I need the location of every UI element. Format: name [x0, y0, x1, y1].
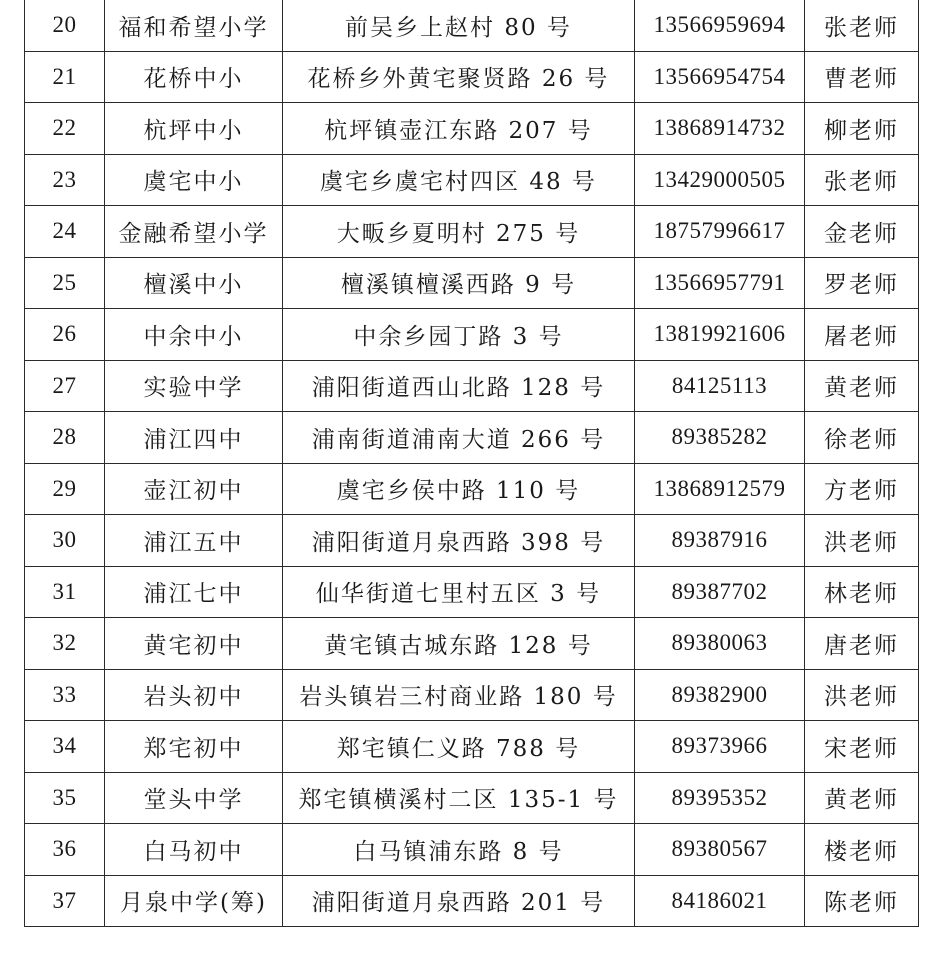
table-row — [25, 103, 919, 155]
school-name-cell: 檀溪中小 — [105, 257, 283, 309]
address-cell: 浦南街道浦南大道 266 号 — [283, 412, 635, 464]
contact-cell: 洪老师 — [805, 515, 919, 567]
table-row — [25, 515, 919, 567]
contact-cell: 曹老师 — [805, 51, 919, 103]
row-number-cell: 34 — [25, 721, 105, 773]
table-row — [25, 257, 919, 309]
address-cell: 浦阳街道月泉西路 398 号 — [283, 515, 635, 567]
phone-cell: 89380567 — [635, 824, 805, 876]
contact-cell: 宋老师 — [805, 721, 919, 773]
contact-cell: 方老师 — [805, 463, 919, 515]
school-name-cell: 堂头中学 — [105, 772, 283, 824]
row-number-cell: 22 — [25, 103, 105, 155]
address-cell: 前吴乡上赵村 80 号 — [283, 0, 635, 51]
address-cell: 虞宅乡虞宅村四区 48 号 — [283, 154, 635, 206]
phone-cell: 89373966 — [635, 721, 805, 773]
phone-cell: 89380063 — [635, 618, 805, 670]
school-name-cell: 白马初中 — [105, 824, 283, 876]
row-number-cell: 36 — [25, 824, 105, 876]
school-name-cell: 月泉中学(筹) — [105, 875, 283, 927]
table-row — [25, 360, 919, 412]
phone-cell: 89387916 — [635, 515, 805, 567]
row-number-cell: 28 — [25, 412, 105, 464]
address-cell: 浦阳街道月泉西路 201 号 — [283, 875, 635, 927]
address-cell: 仙华街道七里村五区 3 号 — [283, 566, 635, 618]
school-name-cell: 实验中学 — [105, 360, 283, 412]
address-cell: 岩头镇岩三村商业路 180 号 — [283, 669, 635, 721]
table-row — [25, 772, 919, 824]
table-row — [25, 875, 919, 927]
school-name-cell: 浦江五中 — [105, 515, 283, 567]
school-name-cell: 郑宅初中 — [105, 721, 283, 773]
row-number-cell: 29 — [25, 463, 105, 515]
school-name-cell: 虞宅中小 — [105, 154, 283, 206]
table-row — [25, 206, 919, 258]
phone-cell: 13566959694 — [635, 0, 805, 51]
contact-cell: 柳老师 — [805, 103, 919, 155]
school-name-cell: 福和希望小学 — [105, 0, 283, 51]
phone-cell: 13868912579 — [635, 463, 805, 515]
contact-cell: 徐老师 — [805, 412, 919, 464]
contact-cell: 罗老师 — [805, 257, 919, 309]
contact-cell: 陈老师 — [805, 875, 919, 927]
table-row — [25, 566, 919, 618]
table-row — [25, 463, 919, 515]
phone-cell: 89395352 — [635, 772, 805, 824]
address-cell: 大畈乡夏明村 275 号 — [283, 206, 635, 258]
phone-cell: 13429000505 — [635, 154, 805, 206]
phone-cell: 89385282 — [635, 412, 805, 464]
table-row — [25, 412, 919, 464]
school-name-cell: 岩头初中 — [105, 669, 283, 721]
table-body — [25, 0, 919, 927]
address-cell: 郑宅镇横溪村二区 135-1 号 — [283, 772, 635, 824]
table-row — [25, 0, 919, 51]
school-name-cell: 花桥中小 — [105, 51, 283, 103]
phone-cell: 18757996617 — [635, 206, 805, 258]
phone-cell: 13566954754 — [635, 51, 805, 103]
phone-cell: 13566957791 — [635, 257, 805, 309]
address-cell: 黄宅镇古城东路 128 号 — [283, 618, 635, 670]
contact-cell: 张老师 — [805, 154, 919, 206]
contact-cell: 林老师 — [805, 566, 919, 618]
table-row — [25, 721, 919, 773]
phone-cell: 89382900 — [635, 669, 805, 721]
address-cell: 浦阳街道西山北路 128 号 — [283, 360, 635, 412]
table-row — [25, 669, 919, 721]
school-name-cell: 黄宅初中 — [105, 618, 283, 670]
address-cell: 白马镇浦东路 8 号 — [283, 824, 635, 876]
school-name-cell: 杭坪中小 — [105, 103, 283, 155]
contact-cell: 金老师 — [805, 206, 919, 258]
table-row — [25, 824, 919, 876]
address-cell: 中余乡园丁路 3 号 — [283, 309, 635, 361]
address-cell: 虞宅乡侯中路 110 号 — [283, 463, 635, 515]
school-name-cell: 金融希望小学 — [105, 206, 283, 258]
address-cell: 郑宅镇仁义路 788 号 — [283, 721, 635, 773]
contact-cell: 黄老师 — [805, 772, 919, 824]
phone-cell: 13819921606 — [635, 309, 805, 361]
contact-cell: 楼老师 — [805, 824, 919, 876]
address-cell: 杭坪镇壶江东路 207 号 — [283, 103, 635, 155]
phone-cell: 84125113 — [635, 360, 805, 412]
row-number-cell: 35 — [25, 772, 105, 824]
school-contact-table — [24, 0, 919, 927]
school-name-cell: 中余中小 — [105, 309, 283, 361]
school-contact-table-sheet — [24, 0, 918, 935]
phone-cell: 89387702 — [635, 566, 805, 618]
phone-cell: 84186021 — [635, 875, 805, 927]
address-cell: 花桥乡外黄宅聚贤路 26 号 — [283, 51, 635, 103]
row-number-cell: 32 — [25, 618, 105, 670]
row-number-cell: 24 — [25, 206, 105, 258]
contact-cell: 唐老师 — [805, 618, 919, 670]
table-row — [25, 309, 919, 361]
table-row — [25, 51, 919, 103]
row-number-cell: 26 — [25, 309, 105, 361]
row-number-cell: 30 — [25, 515, 105, 567]
contact-cell: 张老师 — [805, 0, 919, 51]
address-cell: 檀溪镇檀溪西路 9 号 — [283, 257, 635, 309]
row-number-cell: 27 — [25, 360, 105, 412]
row-number-cell: 37 — [25, 875, 105, 927]
row-number-cell: 25 — [25, 257, 105, 309]
table-row — [25, 618, 919, 670]
contact-cell: 黄老师 — [805, 360, 919, 412]
school-name-cell: 浦江七中 — [105, 566, 283, 618]
contact-cell: 屠老师 — [805, 309, 919, 361]
row-number-cell: 33 — [25, 669, 105, 721]
contact-cell: 洪老师 — [805, 669, 919, 721]
row-number-cell: 31 — [25, 566, 105, 618]
row-number-cell: 20 — [25, 0, 105, 51]
school-name-cell: 浦江四中 — [105, 412, 283, 464]
row-number-cell: 21 — [25, 51, 105, 103]
phone-cell: 13868914732 — [635, 103, 805, 155]
row-number-cell: 23 — [25, 154, 105, 206]
school-name-cell: 壶江初中 — [105, 463, 283, 515]
table-row — [25, 154, 919, 206]
